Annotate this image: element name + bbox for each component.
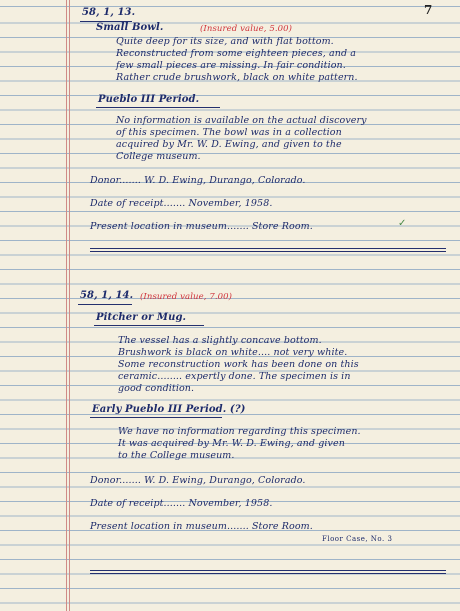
notes-line: No information is available on the actual discovery: [116, 115, 367, 126]
location-line: Present location in museum....... Store Room.: [90, 221, 313, 232]
description-line: ceramic........ expertly done. The specimen is in: [118, 371, 351, 382]
section-rule: [90, 570, 446, 571]
period-label: Pueblo III Period.: [98, 94, 200, 105]
description-line: Quite deep for its size, and with flat bottom.: [116, 36, 334, 47]
notes-line: acquired by Mr. W. D. Ewing, and given to the: [116, 139, 342, 150]
notes-line: of this specimen. The bowl was in a collection: [116, 127, 342, 138]
receipt-line: Date of receipt....... November, 1958.: [90, 198, 273, 209]
receipt-line: Date of receipt....... November, 1958.: [90, 498, 273, 509]
underline: [96, 107, 220, 108]
location-note: Floor Case, No. 3: [322, 535, 393, 543]
insured-value: (Insured value, 7.00): [140, 292, 233, 302]
margin-line: [66, 0, 67, 611]
underline: [78, 304, 132, 305]
insured-value: (Insured value, 5.00): [200, 24, 293, 34]
location-line: Present location in museum....... Store Room.: [90, 521, 313, 532]
section-rule: [90, 573, 446, 574]
description-line: Brushwork is black on white.... not very white.: [118, 347, 348, 358]
description-line: Rather crude brushwork, black on white pattern.: [116, 72, 358, 83]
description-line: good condition.: [118, 383, 195, 394]
description-line: few small pieces are missing. In fair condition.: [116, 60, 346, 71]
description-line: Reconstructed from some eighteen pieces, and a: [116, 48, 357, 59]
section-rule: [90, 248, 446, 249]
period-label: Early Pueblo III Period. (?): [92, 404, 246, 415]
section-rule: [90, 251, 446, 252]
check-mark-icon: ✓: [398, 218, 407, 229]
entry-title: Pitcher or Mug.: [96, 312, 187, 323]
page-number: 7: [424, 3, 433, 17]
notes-line: College museum.: [116, 151, 201, 162]
margin-line: [69, 0, 70, 611]
notes-line: We have no information regarding this specimen.: [118, 426, 361, 437]
description-line: The vessel has a slightly concave bottom.: [118, 335, 322, 346]
notes-line: It was acquired by Mr. W. D. Ewing, and given: [118, 438, 345, 449]
entry-number: 58, 1, 13.: [82, 7, 136, 18]
donor-line: Donor....... W. D. Ewing, Durango, Colorado.: [90, 475, 306, 486]
underline: [90, 417, 222, 418]
entry-title: Small Bowl.: [96, 22, 164, 33]
donor-line: Donor....... W. D. Ewing, Durango, Colorado.: [90, 175, 306, 186]
entry-number: 58, 1, 14.: [80, 290, 134, 301]
description-line: Some reconstruction work has been done on this: [118, 359, 359, 370]
notes-line: to the College museum.: [118, 450, 235, 461]
underline: [94, 325, 204, 326]
